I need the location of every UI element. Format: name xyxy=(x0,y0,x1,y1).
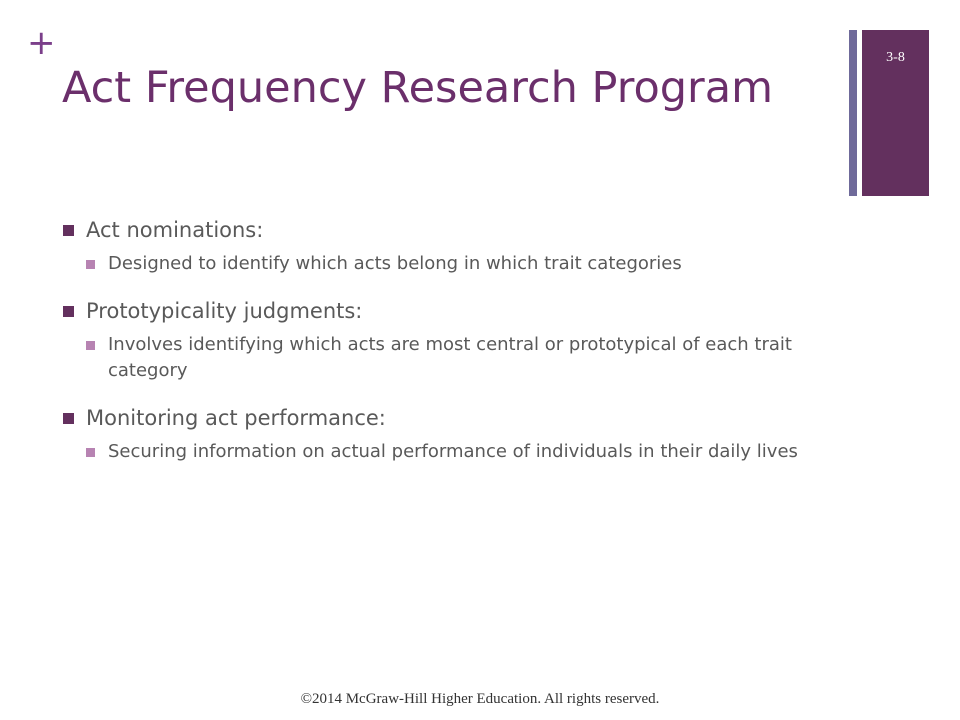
copyright-footer: ©2014 McGraw-Hill Higher Education. All rights reserved. xyxy=(300,691,660,707)
plus-icon: + xyxy=(27,23,56,63)
sub-bullet-item xyxy=(86,439,848,465)
bullet-item xyxy=(62,215,832,245)
bullet-group xyxy=(62,403,832,465)
bullet-list xyxy=(62,215,832,484)
bullet-group xyxy=(62,215,832,277)
bullet-text: Act nominations: xyxy=(86,218,264,242)
square-bullet-icon xyxy=(63,306,74,317)
square-bullet-icon xyxy=(63,413,74,424)
square-bullet-icon xyxy=(86,260,95,269)
square-bullet-icon xyxy=(86,341,95,350)
slide-title: Act Frequency Research Program xyxy=(62,63,773,113)
sub-bullet-text: Designed to identify which acts belong in which trait categories xyxy=(108,253,682,274)
square-bullet-icon xyxy=(63,225,74,236)
decorative-thin-bar xyxy=(849,30,857,196)
square-bullet-icon xyxy=(86,448,95,457)
slide-number: 3-8 xyxy=(886,50,905,65)
bullet-text: Prototypicality judgments: xyxy=(86,299,363,323)
bullet-text: Monitoring act performance: xyxy=(86,406,386,430)
sub-bullet-item xyxy=(86,332,848,384)
bullet-item xyxy=(62,296,832,326)
bullet-item xyxy=(62,403,832,433)
sub-bullet-text: Securing information on actual performance of individuals in their daily lives xyxy=(108,441,798,462)
sub-bullet-item xyxy=(86,251,848,277)
sub-bullet-text: Involves identifying which acts are most central or prototypical of each trait category xyxy=(108,334,792,381)
bullet-group xyxy=(62,296,832,384)
